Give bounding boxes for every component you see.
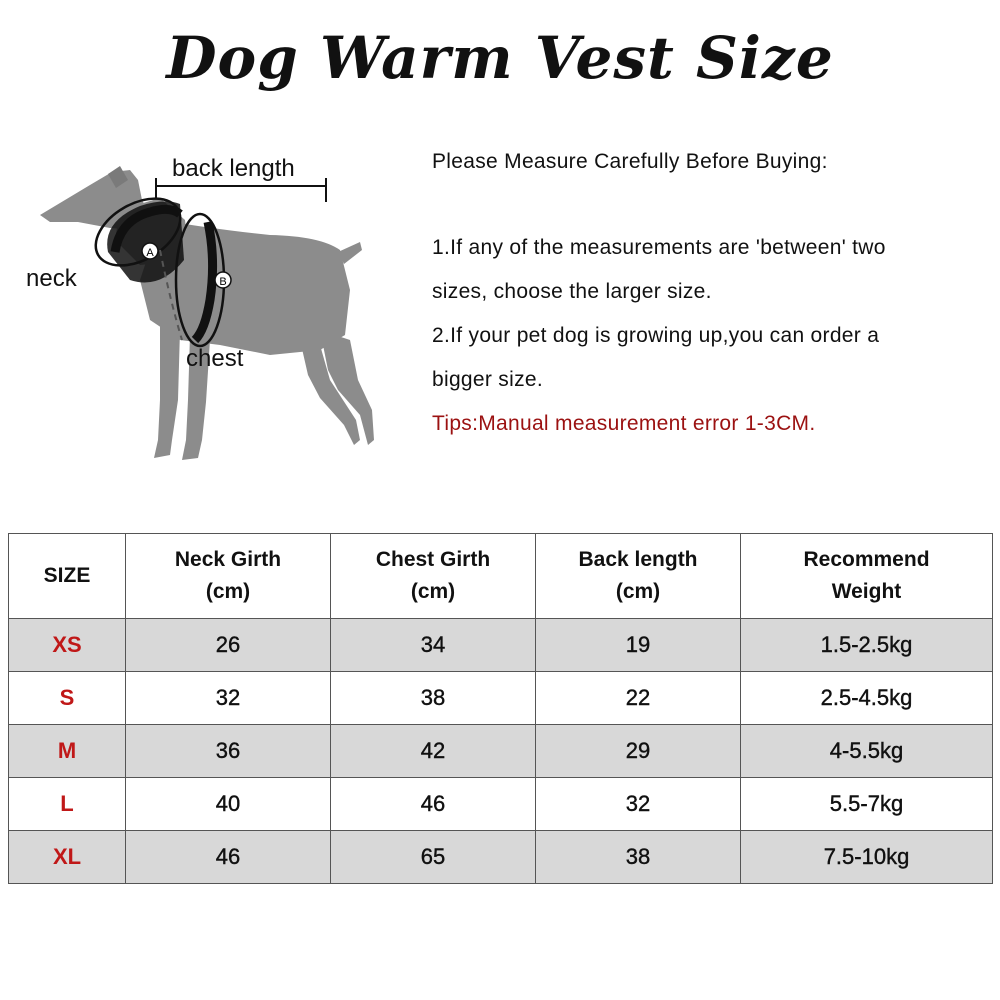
table-row xyxy=(9,778,993,831)
notes-line-3: 2.If your pet dog is growing up,you can order a xyxy=(432,324,880,347)
header-size: SIZE xyxy=(9,534,126,619)
label-chest: chest xyxy=(186,345,244,372)
cell-chest: 42 xyxy=(331,725,536,778)
label-neck: neck xyxy=(26,265,77,292)
notes-line-4: bigger size. xyxy=(432,368,543,391)
marker-b-text: B xyxy=(219,276,227,288)
header-neck-girth: Neck Girth (cm) xyxy=(126,534,331,619)
table-row xyxy=(9,725,993,778)
table-row xyxy=(9,619,993,672)
cell-back: 38 xyxy=(536,831,741,884)
cell-weight: 1.5-2.5kg xyxy=(741,619,993,672)
cell-chest: 65 xyxy=(331,831,536,884)
notes-line-1: 1.If any of the measurements are 'between' two xyxy=(432,236,886,259)
header-chest-girth: Chest Girth (cm) xyxy=(331,534,536,619)
marker-a-text: A xyxy=(146,247,154,259)
cell-neck: 46 xyxy=(126,831,331,884)
notes-line-2: sizes, choose the larger size. xyxy=(432,280,712,303)
cell-neck: 26 xyxy=(126,619,331,672)
dog-illustration xyxy=(20,140,400,480)
cell-weight: 2.5-4.5kg xyxy=(741,672,993,725)
table-row xyxy=(9,831,993,884)
label-back-length: back length xyxy=(172,155,295,182)
cell-size: M xyxy=(9,725,126,778)
cell-chest: 34 xyxy=(331,619,536,672)
notes-tips: Tips:Manual measurement error 1-3CM. xyxy=(432,412,816,435)
cell-neck: 36 xyxy=(126,725,331,778)
cell-neck: 32 xyxy=(126,672,331,725)
cell-back: 32 xyxy=(536,778,741,831)
size-chart-table xyxy=(8,533,993,884)
table-row xyxy=(9,672,993,725)
cell-back: 29 xyxy=(536,725,741,778)
cell-chest: 46 xyxy=(331,778,536,831)
cell-weight: 7.5-10kg xyxy=(741,831,993,884)
cell-size: S xyxy=(9,672,126,725)
cell-size: XS xyxy=(9,619,126,672)
page-title: Dog Warm Vest Size xyxy=(166,24,834,92)
cell-chest: 38 xyxy=(331,672,536,725)
header-recommend-weight: Recommend Weight xyxy=(741,534,993,619)
measurement-notes xyxy=(432,140,972,446)
table-header-row xyxy=(9,534,993,619)
measurement-diagram xyxy=(20,140,400,480)
cell-neck: 40 xyxy=(126,778,331,831)
cell-size: XL xyxy=(9,831,126,884)
notes-heading: Please Measure Carefully Before Buying: xyxy=(432,150,828,173)
cell-weight: 5.5-7kg xyxy=(741,778,993,831)
cell-back: 19 xyxy=(536,619,741,672)
cell-back: 22 xyxy=(536,672,741,725)
cell-weight: 4-5.5kg xyxy=(741,725,993,778)
cell-size: L xyxy=(9,778,126,831)
header-back-length: Back length (cm) xyxy=(536,534,741,619)
